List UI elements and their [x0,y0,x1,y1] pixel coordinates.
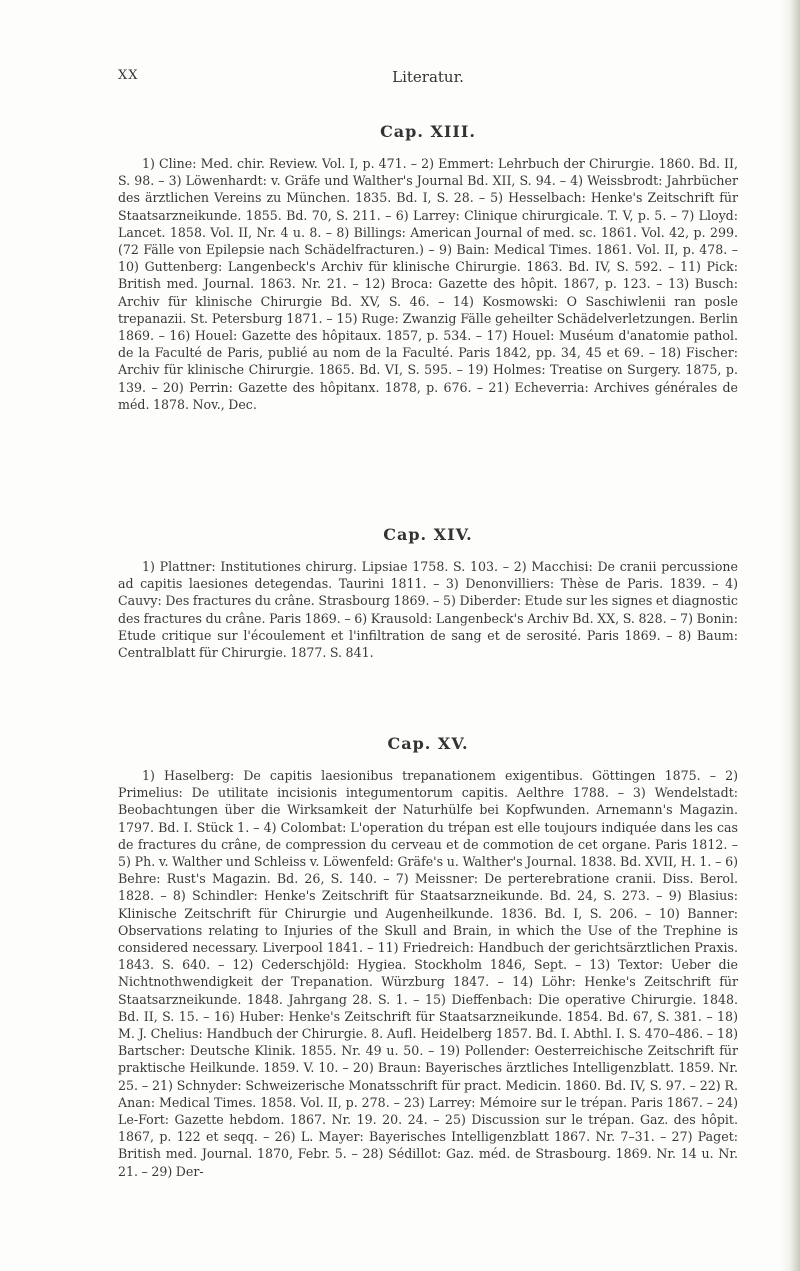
page-edge-shadow [778,0,800,1271]
chapter-references: 1) Plattner: Institutiones chirurg. Lipsiae 1758. S. 103. – 2) Macchisi: De cranii percussione ad capitis laesiones detegendas. Taurini 1811. – 3) Denonvilliers: Thèse de Paris. 1839. – 4) Cauvy: Des fractures du crâne. Strasbourg 1869. – 5) Diberder: Etude sur les signes et diagnostic des fractures du crâne. Paris 1869. – 6) Krausold: Langenbeck's Archiv Bd. XX, S. 828. – 7) Bonin: Etude critique sur l'écoulement et l'infiltration de sang et de serosité. Paris 1869. – 8) Baum: Centralblatt für Chirurgie. 1877. S. 841. [118,559,738,661]
chapter-references: 1) Haselberg: De capitis laesionibus trepanationem exigentibus. Göttingen 1875. – 2) Primelius: De utilitate incisionis integumentorum capitis. Aelthre 1788. – 3) Wendelstadt: Beobachtungen über die Wirksamkeit der Naturhülfe bei Kopfwunden. Arnemann's Magazin. 1797. Bd. I. Stück 1. – 4) Colombat: L'operation du trépan est elle toujours indiquée dans les cas de fractures du crâne, de compression du cerveau et de commotion de cet organe. Paris 1812. – 5) Ph. v. Walther und Schleiss v. Löwenfeld: Gräfe's u. Walther's Journal. 1838. Bd. XVII, H. 1. – 6) Behre: Rust's Magazin. Bd. 26, S. 140. – 7) Meissner: De perterebratione cranii. Diss. Berol. 1828. – 8) Schindler: Henke's Zeitschrift für Staatsarzneikunde. Bd. 24, S. 273. – 9) Blasius: Klinische Zeitschrift für Chirurgie und Augenheilkunde. 1836. Bd. I, S. 206. – 10) Banner: Observations relating to Injuries of the Skull and Brain, in which the Use of the Trephine is considered necessary. Liverpool 1841. – 11) Friedreich: Handbuch der gerichtsärztlichen Praxis. 1843. S. 640. – 12) Cederschjöld: Hygiea. Stockholm 1846, Sept. – 13) Textor: Ueber die Nichtnothwendigkeit der Trepanation. Würzburg 1847. – 14) Löhr: Henke's Zeitschrift für Staatsarzneikunde. 1848. Jahrgang 28. S. 1. – 15) Dieffenbach: Die operative Chirurgie. 1848. Bd. II, S. 15. – 16) Huber: Henke's Zeitschrift für Staatsarzneikunde. 1854. Bd. 67, S. 381. – 18) M. J. Chelius: Handbuch der Chirurgie. 8. Aufl. Heidelberg 1857. Bd. I. Abthl. I. S. 470–486. – 18) Bartscher: Deutsche Klinik. 1855. Nr. 49 u. 50. – 19) Pollender: Oesterreichische Zeitschrift für praktische Heilkunde. 1859. V. 10. – 20) Braun: Bayerisches ärztliches Intelligenzblatt. 1859. Nr. 25. – 21) Schnyder: Schweizerische Monatsschrift für pract. Medicin. 1860. Bd. IV, S. 97. – 22) R. Anan: Medical Times. 1858. Vol. II, p. 278. – 23) Larrey: Mémoire sur le trépan. Paris 1867. – 24) Le-Fort: Gazette hebdom. 1867. Nr. 19. 20. 24. – 25) Discussion sur le trépan. Gaz. des hôpit. 1867, p. 122 et seqq. – 26) L. Mayer: Bayerisches Intelligenzblatt 1867. Nr. 7–31. – 27) Paget: British med. Journal. 1870, Febr. 5. – 28) Sédillot: Gaz. méd. de Strasbourg. 1869. Nr. 14 u. Nr. 21. – 29) Der- [118,768,738,1179]
page-number: XX [118,68,139,83]
running-head [118,68,738,90]
chapter-references: 1) Cline: Med. chir. Review. Vol. I, p. 471. – 2) Emmert: Lehrbuch der Chirurgie. 1860. Bd. II, S. 98. – 3) Löwenhardt: v. Gräfe und Walther's Journal Bd. XII, S. 94. – 4) Weissbrodt: Jahrbücher des ärztlichen Vereins zu München. 1835. Bd. I, S. 28. – 5) Hesselbach: Henke's Zeitschrift für Staatsarzneikunde. 1855. Bd. 70, S. 211. – 6) Larrey: Clinique chirurgicale. T. V, p. 5. – 7) Lloyd: Lancet. 1858. Vol. II, Nr. 4 u. 8. – 8) Billings: American Journal of med. sc. 1861. Vol. 42, p. 299. (72 Fälle von Epilepsie nach Schädelfracturen.) – 9) Bain: Medical Times. 1861. Vol. II, p. 478. – 10) Guttenberg: Langenbeck's Archiv für klinische Chirurgie. 1863. Bd. IV, S. 592. – 11) Pick: British med. Journal. 1863. Nr. 21. – 12) Broca: Gazette des hôpit. 1867, p. 123. – 13) Busch: Archiv für klinische Chirurgie Bd. XV, S. 46. – 14) Kosmowski: O Saschiwlenii ran posle trepanazii. St. Petersburg 1871. – 15) Ruge: Zwanzig Fälle geheilter Schädelverletzungen. Berlin 1869. – 16) Houel: Gazette des hôpitaux. 1857, p. 534. – 17) Houel: Muséum d'anatomie pathol. de la Faculté de Paris, publié au nom de la Faculté. Paris 1842, pp. 34, 45 et 69. – 18) Fischer: Archiv für klinische Chirurgie. 1865. Bd. VI, S. 595. – 19) Holmes: Treatise on Surgery. 1875, p. 139. – 20) Perrin: Gazette des hôpitanx. 1878, p. 676. – 21) Echeverria: Archives générales de méd. 1878. Nov., Dec. [118,156,738,412]
chapter-xv [118,734,738,1180]
chapter-xiii [118,122,738,413]
chapter-title: Cap. XIII. [380,122,476,141]
chapter-xiv [118,525,738,661]
chapter-title: Cap. XIV. [383,525,473,544]
running-title: Literatur. [392,68,464,86]
chapter-title: Cap. XV. [387,734,469,753]
